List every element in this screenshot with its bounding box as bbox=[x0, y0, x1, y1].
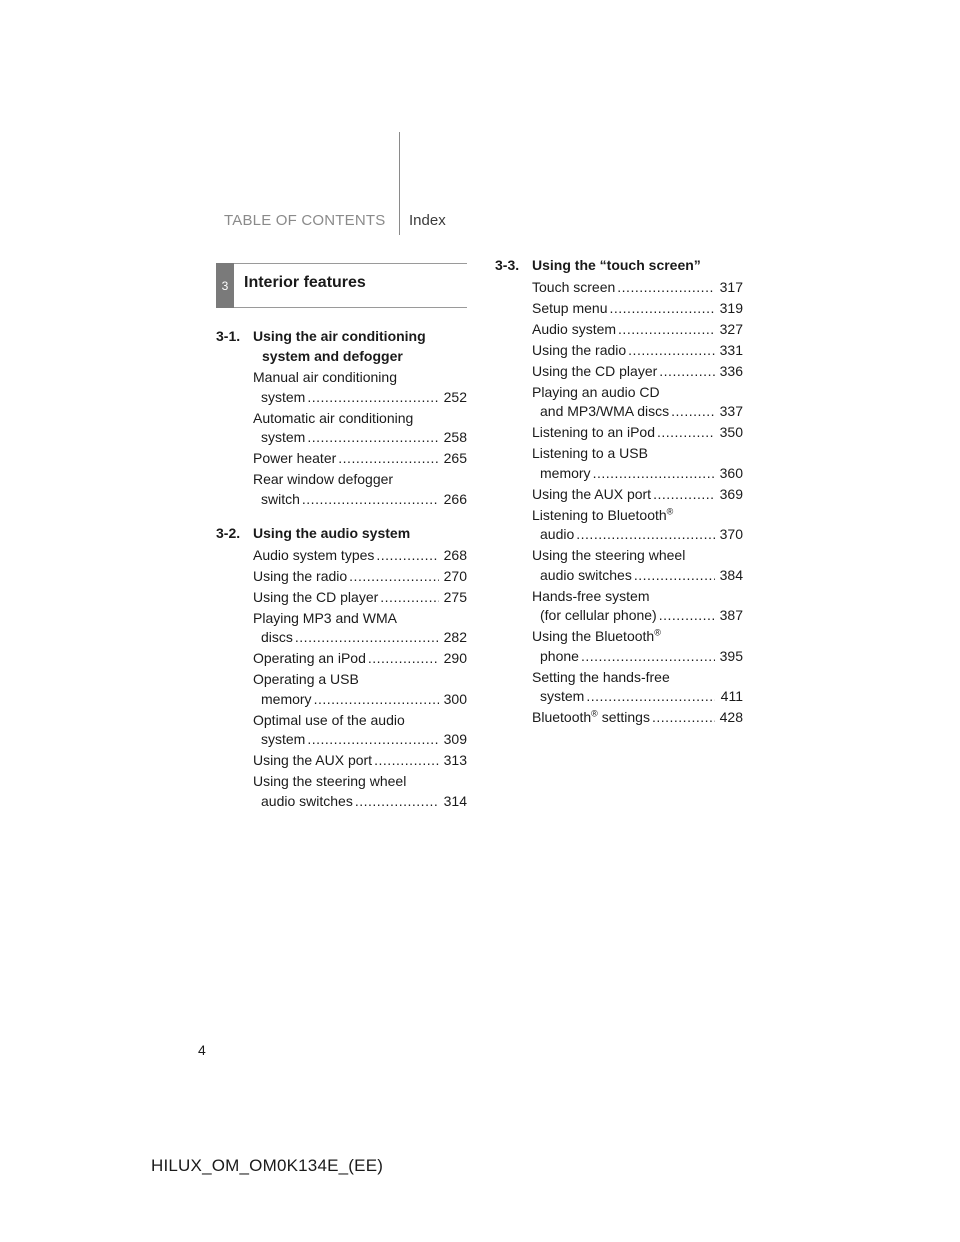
entry-page-number: 317 bbox=[719, 278, 743, 295]
entry-title: Playing an audio CD bbox=[532, 383, 660, 400]
entry-text: discs bbox=[261, 629, 293, 645]
entry-page-number: 337 bbox=[719, 403, 743, 419]
entry-page-number: 300 bbox=[443, 690, 467, 707]
entry-text: switch bbox=[261, 490, 300, 507]
entry-page-number: 268 bbox=[443, 546, 467, 563]
section-rule-bottom bbox=[234, 307, 467, 308]
entry-page-number: 309 bbox=[443, 731, 467, 747]
entry-page-number: 369 bbox=[719, 485, 743, 502]
entry-title: Using the steering wheel bbox=[253, 773, 407, 789]
toc-entry[interactable] bbox=[253, 751, 467, 771]
subsection-heading bbox=[216, 524, 467, 544]
dot-leader bbox=[302, 490, 439, 510]
entry-page-number: 411 bbox=[720, 688, 743, 704]
entry-text: Touch screen bbox=[532, 278, 616, 295]
toc-entry[interactable] bbox=[532, 627, 743, 666]
entry-text: Audio system bbox=[532, 320, 617, 337]
subsection-title: Using the air conditioning bbox=[253, 328, 426, 344]
toc-entry[interactable] bbox=[532, 546, 743, 585]
toc-entry[interactable] bbox=[253, 470, 467, 509]
dot-leader bbox=[581, 647, 715, 667]
section-header bbox=[216, 263, 467, 308]
dot-leader bbox=[349, 567, 439, 587]
entry-text: Power heater bbox=[253, 450, 337, 466]
entry-page-number: 258 bbox=[443, 429, 467, 445]
entry-title: Operating a USB bbox=[253, 671, 359, 687]
entry-page-number: 395 bbox=[719, 647, 743, 664]
nav-divider bbox=[399, 132, 400, 235]
entry-page-number: 327 bbox=[719, 320, 743, 337]
entry-page-number: 350 bbox=[719, 424, 743, 440]
toc-entry[interactable] bbox=[532, 587, 743, 626]
dot-leader bbox=[634, 566, 715, 586]
page-number: 4 bbox=[198, 1042, 206, 1058]
entry-text: Bluetooth® settings bbox=[532, 708, 650, 725]
section-rule-top bbox=[234, 263, 467, 264]
dot-leader bbox=[653, 485, 715, 505]
dot-leader bbox=[368, 649, 439, 669]
entry-page-number: 282 bbox=[443, 629, 467, 645]
dot-leader bbox=[374, 751, 439, 771]
right-column bbox=[495, 256, 743, 730]
entry-text: Audio system types bbox=[253, 546, 375, 563]
entry-page-number: 319 bbox=[719, 299, 743, 316]
table-of-contents-link[interactable]: TABLE OF CONTENTS bbox=[224, 212, 386, 229]
dot-leader bbox=[586, 687, 715, 707]
entry-page-number: 266 bbox=[443, 490, 467, 507]
entry-text: (for cellular phone) bbox=[540, 607, 657, 623]
toc-entry[interactable] bbox=[532, 383, 743, 422]
subsection-heading bbox=[216, 327, 467, 366]
subsection-heading bbox=[495, 256, 743, 276]
entry-page-number: 252 bbox=[443, 388, 467, 405]
subsection-title: Using the audio system bbox=[253, 525, 411, 541]
toc-entry[interactable] bbox=[532, 423, 743, 443]
dot-leader bbox=[628, 341, 715, 361]
entry-page-number: 275 bbox=[443, 588, 467, 605]
dot-leader bbox=[307, 730, 439, 750]
entry-title: Setting the hands-free bbox=[532, 668, 670, 685]
entry-text: system bbox=[261, 388, 306, 405]
toc-entry[interactable] bbox=[253, 649, 467, 669]
entry-text: system bbox=[261, 429, 306, 445]
entry-page-number: 336 bbox=[719, 362, 743, 379]
entry-text: system bbox=[261, 731, 306, 747]
entry-page-number: 387 bbox=[719, 607, 743, 623]
entry-title: Using the Bluetooth® bbox=[532, 627, 661, 644]
toc-entry[interactable] bbox=[253, 567, 467, 587]
toc-entry[interactable] bbox=[253, 588, 467, 608]
dot-leader bbox=[652, 708, 715, 728]
entry-page-number: 370 bbox=[719, 526, 743, 542]
entry-page-number: 331 bbox=[719, 341, 743, 358]
subsection-number: 3-2. bbox=[216, 525, 241, 541]
toc-entry[interactable] bbox=[532, 341, 743, 361]
dot-leader bbox=[617, 278, 715, 298]
entry-title: Listening to a USB bbox=[532, 445, 648, 461]
toc-entry[interactable] bbox=[253, 546, 467, 566]
entry-page-number: 313 bbox=[443, 752, 467, 768]
toc-entry[interactable] bbox=[532, 362, 743, 382]
entry-page-number: 270 bbox=[443, 567, 467, 584]
entry-page-number: 428 bbox=[719, 709, 743, 725]
toc-entry[interactable] bbox=[532, 278, 743, 298]
dot-leader bbox=[659, 362, 715, 382]
entry-text: audio bbox=[540, 526, 575, 542]
toc-entry[interactable] bbox=[532, 708, 743, 728]
entry-text: audio switches bbox=[540, 566, 632, 583]
toc-subsection bbox=[495, 256, 743, 728]
entry-text: phone bbox=[540, 647, 579, 664]
section-title: Interior features bbox=[244, 274, 366, 291]
entry-text: Using the AUX port bbox=[253, 752, 373, 768]
toc-entry[interactable] bbox=[532, 320, 743, 340]
dot-leader bbox=[593, 464, 715, 484]
dot-leader bbox=[671, 402, 715, 422]
toc-entry[interactable] bbox=[253, 609, 467, 648]
section-tab: 3 bbox=[216, 263, 234, 308]
entry-title: Playing MP3 and WMA bbox=[253, 609, 397, 626]
left-column bbox=[216, 327, 467, 813]
entry-text: memory bbox=[540, 464, 591, 481]
toc-entry[interactable] bbox=[532, 444, 743, 483]
entry-page-number: 360 bbox=[719, 464, 743, 481]
entry-title: Optimal use of the audio bbox=[253, 711, 405, 728]
dot-leader bbox=[338, 449, 439, 469]
toc-entry[interactable] bbox=[532, 506, 743, 545]
entry-title: Rear window defogger bbox=[253, 471, 394, 487]
entry-text: Setup menu bbox=[532, 299, 608, 316]
subsection-title: Using the “touch screen” bbox=[532, 257, 701, 273]
entry-page-number: 265 bbox=[443, 450, 467, 466]
entry-page-number: 384 bbox=[719, 566, 743, 583]
document-id: HILUX_OM_OM0K134E_(EE) bbox=[151, 1156, 384, 1175]
entry-text: Operating an iPod bbox=[253, 650, 366, 666]
dot-leader bbox=[380, 588, 439, 608]
dot-leader bbox=[657, 423, 715, 443]
toc-entry[interactable] bbox=[532, 299, 743, 319]
toc-subsection bbox=[216, 524, 467, 811]
entry-text: Using the radio bbox=[532, 341, 627, 358]
dot-leader bbox=[610, 299, 716, 319]
entry-title: Hands-free system bbox=[532, 587, 650, 604]
dot-leader bbox=[376, 546, 439, 566]
entry-text: Using the CD player bbox=[253, 588, 379, 605]
subsection-title: system and defogger bbox=[262, 347, 403, 364]
dot-leader bbox=[576, 525, 715, 545]
toc-entry[interactable] bbox=[253, 449, 467, 469]
dot-leader bbox=[355, 792, 439, 812]
dot-leader bbox=[618, 320, 715, 340]
toc-entry[interactable] bbox=[253, 368, 467, 407]
entry-title: Using the steering wheel bbox=[532, 547, 686, 563]
entry-text: Using the AUX port bbox=[532, 485, 652, 502]
entry-text: Using the radio bbox=[253, 567, 348, 584]
entry-text: Listening to an iPod bbox=[532, 424, 655, 440]
entry-page-number: 290 bbox=[443, 650, 467, 666]
dot-leader bbox=[307, 388, 439, 408]
entry-page-number: 314 bbox=[443, 792, 467, 809]
entry-text: Using the CD player bbox=[532, 362, 658, 379]
subsection-number: 3-3. bbox=[495, 257, 520, 273]
toc-entry[interactable] bbox=[532, 485, 743, 505]
toc-entry[interactable] bbox=[253, 409, 467, 448]
dot-leader bbox=[314, 690, 439, 710]
entry-text: and MP3/WMA discs bbox=[540, 403, 670, 419]
dot-leader bbox=[295, 628, 439, 648]
toc-entry[interactable] bbox=[253, 711, 467, 750]
toc-subsection bbox=[216, 327, 467, 509]
index-link[interactable]: Index bbox=[409, 212, 446, 229]
entry-title: Manual air conditioning bbox=[253, 369, 397, 385]
entry-title: Listening to Bluetooth® bbox=[532, 505, 674, 523]
toc-entry[interactable] bbox=[253, 670, 467, 709]
entry-text: system bbox=[540, 688, 585, 704]
entry-text: memory bbox=[261, 690, 312, 707]
toc-entry[interactable] bbox=[532, 668, 743, 707]
entry-title: Automatic air conditioning bbox=[253, 409, 414, 426]
entry-text: audio switches bbox=[261, 792, 353, 809]
toc-entry[interactable] bbox=[253, 772, 467, 811]
subsection-number: 3-1. bbox=[216, 328, 241, 344]
dot-leader bbox=[307, 428, 439, 448]
dot-leader bbox=[659, 606, 715, 626]
